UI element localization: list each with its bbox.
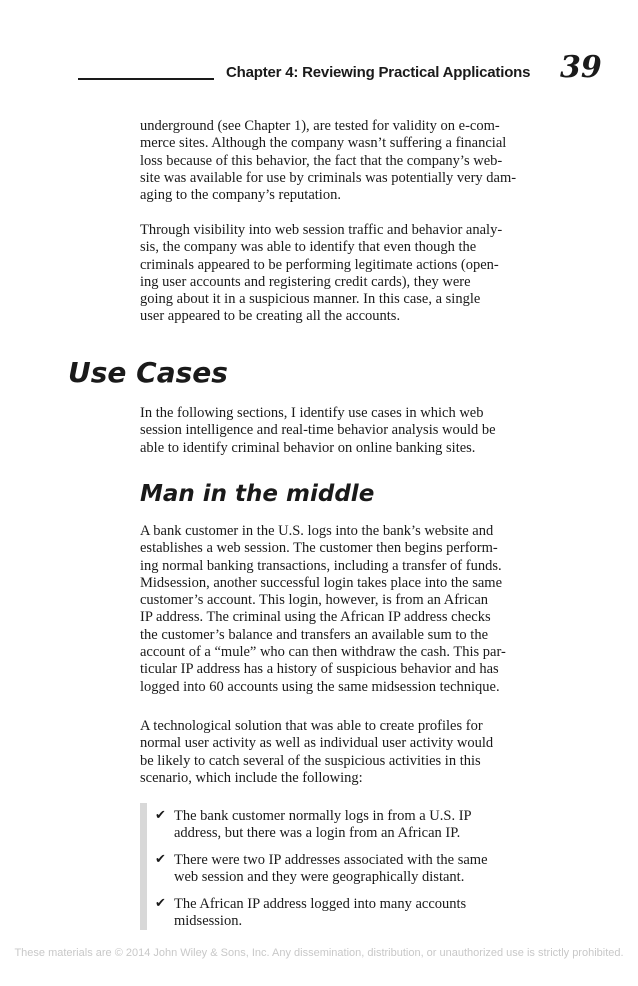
paragraph-use-cases	[140, 405, 588, 457]
paragraph-scenario	[140, 523, 588, 696]
bullet-item	[155, 808, 585, 843]
text-line: establishes a web session. The customer then begins perform-	[140, 540, 498, 557]
text-line: ing user accounts and registering credit cards), they were	[140, 273, 471, 290]
text-line: A bank customer in the U.S. logs into the bank’s website and	[140, 523, 494, 539]
text-line: normal user activity as well as individual user activity would	[140, 735, 494, 752]
text-line: IP address. The criminal using the African IP address checks	[140, 609, 491, 626]
text-line: be likely to catch several of the suspicious activities in this	[140, 752, 481, 769]
bullet-item	[155, 852, 585, 887]
text-line: address, but there was a login from an African IP.	[174, 825, 461, 842]
paragraph-visibility	[140, 222, 588, 326]
section-heading: Use Cases	[68, 356, 228, 389]
checkmark-icon: ✔	[155, 896, 166, 911]
paragraph-intro	[140, 118, 588, 204]
text-line: customer’s account. This login, however, is from an African	[140, 592, 489, 609]
text-line: criminals appeared to be performing legitimate actions (open-	[140, 256, 499, 273]
text-line: user appeared to be creating all the accounts.	[140, 308, 401, 325]
text-line: The bank customer normally logs in from a U.S. IP	[174, 808, 472, 824]
text-line: site was available for use by criminals was potentially very dam-	[140, 169, 517, 186]
text-line: session intelligence and real-time behavior analysis would be	[140, 422, 496, 439]
text-line: logged into 60 accounts using the same midsession technique.	[140, 678, 500, 695]
chapter-title: Chapter 4: Reviewing Practical Applications	[226, 64, 531, 81]
header-rule	[78, 78, 214, 80]
bullet-item	[155, 896, 585, 931]
copyright-footer: These materials are © 2014 John Wiley & Sons, Inc. Any dissemination, distribution, or unauthorized use is strictly prohibited.	[14, 947, 624, 959]
text-line: Midsession, another successful login takes place into the same	[140, 574, 503, 591]
text-line: sis, the company was able to identify that even though the	[140, 239, 477, 256]
text-line: aging to the company’s reputation.	[140, 187, 341, 204]
text-line: Through visibility into web session traffic and behavior analy-	[140, 222, 503, 238]
subsection-heading: Man in the middle	[140, 481, 375, 507]
checkmark-icon: ✔	[155, 808, 166, 823]
text-line: scenario, which include the following:	[140, 769, 363, 786]
text-line: web session and they were geographically distant.	[174, 869, 465, 886]
text-line: ticular IP address has a history of suspicious behavior and has	[140, 661, 499, 678]
text-line: account of a “mule” who can then withdraw the cash. This par-	[140, 644, 506, 661]
checkmark-icon: ✔	[155, 852, 166, 867]
text-line: loss because of this behavior, the fact that the company’s web-	[140, 152, 503, 169]
text-line: In the following sections, I identify use cases in which web	[140, 405, 484, 421]
text-line: the customer’s balance and transfers an available sum to the	[140, 626, 489, 643]
text-line: going about it in a suspicious manner. In this case, a single	[140, 291, 481, 308]
text-line: merce sites. Although the company wasn’t suffering a financial	[140, 135, 507, 152]
paragraph-solution	[140, 718, 588, 787]
text-line: A technological solution that was able to create profiles for	[140, 718, 483, 734]
text-line: The African IP address logged into many accounts	[174, 896, 467, 912]
text-line: There were two IP addresses associated with the same	[174, 852, 488, 868]
text-line: ing normal banking transactions, including a transfer of funds.	[140, 557, 502, 574]
text-line: midsession.	[174, 913, 243, 930]
text-line: underground (see Chapter 1), are tested for validity on e-com-	[140, 118, 500, 134]
bullet-list-bar	[140, 803, 147, 930]
page-number: 39	[560, 50, 602, 85]
text-line: able to identify criminal behavior on online banking sites.	[140, 439, 476, 456]
